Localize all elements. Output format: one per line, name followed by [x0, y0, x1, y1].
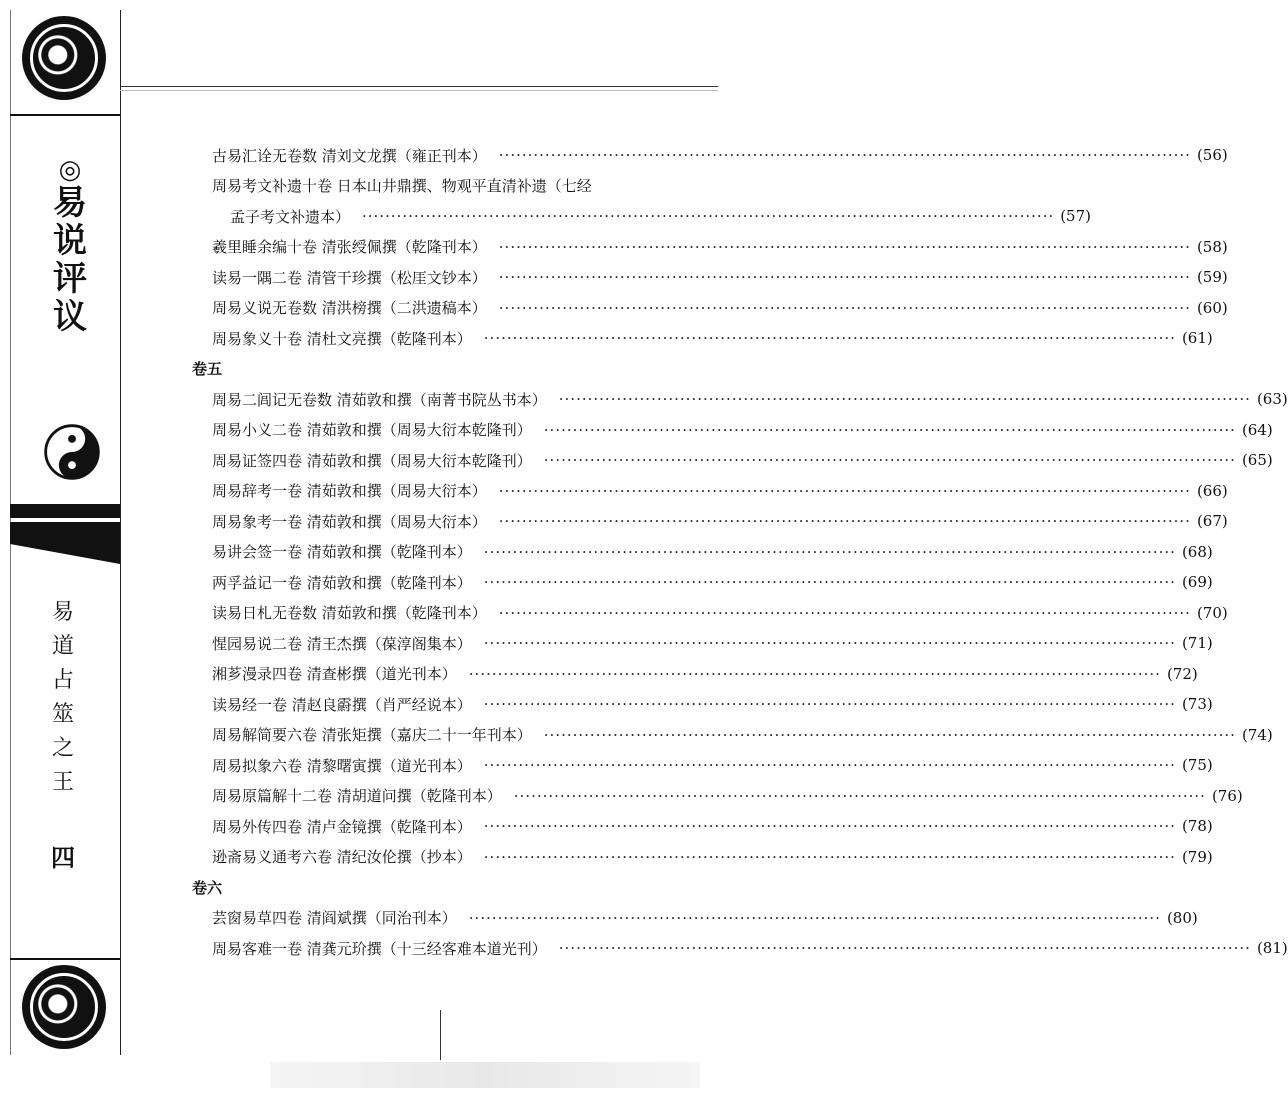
toc-entry[interactable] — [160, 720, 1273, 751]
entry-title: 周易原篇解十二卷 清胡道问撰（乾隆刊本） — [212, 787, 502, 806]
series-char: 道 — [51, 634, 74, 659]
page-number: (61) — [1181, 329, 1213, 348]
dot-leader: ························································································································ — [543, 420, 1236, 439]
header-rule — [120, 90, 718, 91]
entry-title: 周易义说无卷数 清洪榜撰（二洪遗稿本） — [212, 299, 487, 318]
page-number: (72) — [1166, 664, 1198, 683]
scan-artifact — [270, 1062, 700, 1088]
toc-entry[interactable] — [160, 933, 1288, 964]
entry-title: 羲里睡余编十卷 清张绶佩撰（乾隆刊本） — [212, 238, 487, 257]
dot-leader: ························································································································ — [483, 542, 1176, 561]
page-number: (67) — [1196, 512, 1228, 531]
toc-entry[interactable] — [160, 262, 1228, 293]
title-char: 评 — [53, 259, 87, 299]
entry-title: 惺园易说二卷 清王杰撰（葆淳阁集本） — [212, 634, 472, 653]
black-band-decoration — [10, 504, 120, 564]
entry-title: 周易客难一卷 清龚元玠撰（十三经客难本道光刊） — [212, 939, 547, 958]
page-number: (65) — [1241, 451, 1273, 470]
entry-title: 周易小义二卷 清茹敦和撰（周易大衍本乾隆刊） — [212, 421, 532, 440]
dot-leader: ························································································································ — [543, 451, 1236, 470]
dot-leader: ························································································································ — [498, 603, 1191, 622]
divider — [10, 114, 120, 116]
toc-entry[interactable] — [160, 750, 1213, 781]
toc-entry[interactable] — [160, 842, 1213, 873]
toc-entry[interactable] — [160, 628, 1213, 659]
section-heading: 卷六 — [192, 878, 223, 897]
entry-title: 孟子考文补遗本） — [230, 207, 351, 226]
table-of-contents — [160, 140, 1288, 964]
dot-leader: ························································································································ — [498, 237, 1191, 256]
toc-entry[interactable] — [160, 689, 1213, 720]
toc-entry[interactable] — [160, 140, 1228, 171]
entry-title: 周易证签四卷 清茹敦和撰（周易大衍本乾隆刊） — [212, 451, 532, 470]
toc-entry[interactable] — [160, 781, 1243, 812]
toc-entry[interactable] — [160, 903, 1198, 934]
margin-divider-line — [120, 10, 121, 1055]
page-number: (70) — [1196, 603, 1228, 622]
circle-mark-icon: ◎ — [58, 155, 82, 185]
dot-leader: ························································································································ — [513, 786, 1206, 805]
title-char: 议 — [53, 297, 87, 337]
page-number: (76) — [1211, 786, 1243, 805]
series-char: 易 — [51, 600, 74, 625]
series-char: 占 — [51, 668, 74, 693]
dot-leader: ························································································································ — [498, 268, 1191, 287]
entry-title: 周易解简要六卷 清张矩撰（嘉庆二十一年刊本） — [212, 726, 532, 745]
dot-leader: ························································································································ — [362, 207, 1055, 226]
page-number: (69) — [1181, 573, 1213, 592]
toc-entry[interactable] — [160, 171, 720, 202]
page-number: (78) — [1181, 817, 1213, 836]
series-char: 筮 — [51, 702, 74, 727]
dot-leader: ························································································································ — [468, 908, 1161, 927]
toc-entry[interactable] — [160, 415, 1273, 446]
toc-entry[interactable] — [160, 567, 1213, 598]
toc-entry[interactable] — [160, 506, 1228, 537]
toc-entry[interactable] — [160, 445, 1273, 476]
page-number: (57) — [1060, 207, 1091, 226]
page-number: (58) — [1196, 237, 1228, 256]
header-rule — [120, 86, 718, 87]
toc-entry[interactable] — [160, 598, 1228, 629]
entry-title: 周易考文补遗十卷 日本山井鼎撰、物观平直清补遗（七经 — [212, 177, 592, 196]
toc-entry[interactable] — [160, 201, 1091, 232]
page-number: (66) — [1196, 481, 1228, 500]
entry-title: 芸窗易草四卷 清阎斌撰（同治刊本） — [212, 909, 457, 928]
dot-leader: ························································································································ — [558, 939, 1251, 958]
page-number: (71) — [1181, 634, 1213, 653]
dot-leader: ························································································································ — [483, 695, 1176, 714]
entry-title: 周易象考一卷 清茹敦和撰（周易大衍本） — [212, 512, 487, 531]
dot-leader: ························································································································ — [558, 390, 1251, 409]
entry-title: 周易外传四卷 清卢金镜撰（乾隆刊本） — [212, 817, 472, 836]
dot-leader: ························································································································ — [498, 298, 1191, 317]
page-number: (79) — [1181, 847, 1213, 866]
page-number: (74) — [1241, 725, 1273, 744]
entry-title: 两孚益记一卷 清茹敦和撰（乾隆刊本） — [212, 573, 472, 592]
page-number: (75) — [1181, 756, 1213, 775]
page-number: (56) — [1196, 146, 1228, 165]
section-heading: 卷五 — [192, 360, 223, 379]
book-title — [50, 156, 90, 336]
entry-title: 读易日札无卷数 清茹敦和撰（乾隆刊本） — [212, 604, 487, 623]
dragon-seal-icon — [22, 16, 106, 100]
yin-yang-icon — [44, 424, 100, 480]
dot-leader: ························································································································ — [483, 634, 1176, 653]
series-char: 王 — [51, 770, 74, 795]
entry-title: 古易汇诠无卷数 清刘文龙撰（雍正刊本） — [212, 146, 487, 165]
dot-leader: ························································································································ — [483, 573, 1176, 592]
series-title — [48, 596, 78, 800]
toc-entry[interactable] — [160, 384, 1288, 415]
entry-title: 读易一隅二卷 清管干珍撰（松厓文钞本） — [212, 268, 487, 287]
entry-title: 湘芗漫录四卷 清查彬撰（道光刊本） — [212, 665, 457, 684]
toc-entry[interactable] — [160, 232, 1228, 263]
dot-leader: ························································································································ — [498, 512, 1191, 531]
page-number: (68) — [1181, 542, 1213, 561]
volume-number: 四 — [51, 843, 75, 872]
toc-entry[interactable] — [160, 659, 1198, 690]
toc-entry[interactable] — [160, 537, 1213, 568]
dot-leader: ························································································································ — [483, 817, 1176, 836]
title-char: 说 — [53, 221, 87, 261]
entry-title: 读易经一卷 清赵良霨撰（肖严经说本） — [212, 695, 472, 714]
dot-leader: ························································································································ — [498, 481, 1191, 500]
dot-leader: ························································································································ — [543, 725, 1236, 744]
divider — [10, 958, 120, 960]
page-number: (73) — [1181, 695, 1213, 714]
toc-entry[interactable] — [160, 293, 1228, 324]
dot-leader: ························································································································ — [468, 664, 1161, 683]
dot-leader: ························································································································ — [483, 847, 1176, 866]
page-number: (63) — [1256, 390, 1288, 409]
toc-entry[interactable] — [160, 476, 1228, 507]
page-number: (81) — [1256, 939, 1288, 958]
gutter-line — [440, 1010, 441, 1060]
toc-entry[interactable] — [160, 811, 1213, 842]
entry-title: 易讲会签一卷 清茹敦和撰（乾隆刊本） — [212, 543, 472, 562]
toc-entry[interactable] — [160, 323, 1213, 354]
entry-title: 周易辞考一卷 清茹敦和撰（周易大衍本） — [212, 482, 487, 501]
page-number: (64) — [1241, 420, 1273, 439]
page-number: (60) — [1196, 298, 1228, 317]
title-char: 易 — [53, 183, 87, 223]
dot-leader: ························································································································ — [498, 146, 1191, 165]
page-number: (59) — [1196, 268, 1228, 287]
entry-title: 周易拟象六卷 清黎曙寅撰（道光刊本） — [212, 756, 472, 775]
dragon-seal-icon — [22, 965, 106, 1049]
page-number: (80) — [1166, 908, 1198, 927]
entry-title: 逊斋易义通考六卷 清纪汝伦撰（抄本） — [212, 848, 472, 867]
entry-title: 周易二闾记无卷数 清茹敦和撰（南菁书院丛书本） — [212, 390, 547, 409]
series-char: 之 — [51, 736, 74, 761]
dot-leader: ························································································································ — [483, 329, 1176, 348]
dot-leader: ························································································································ — [483, 756, 1176, 775]
entry-title: 周易象义十卷 清杜文亮撰（乾隆刊本） — [212, 329, 472, 348]
